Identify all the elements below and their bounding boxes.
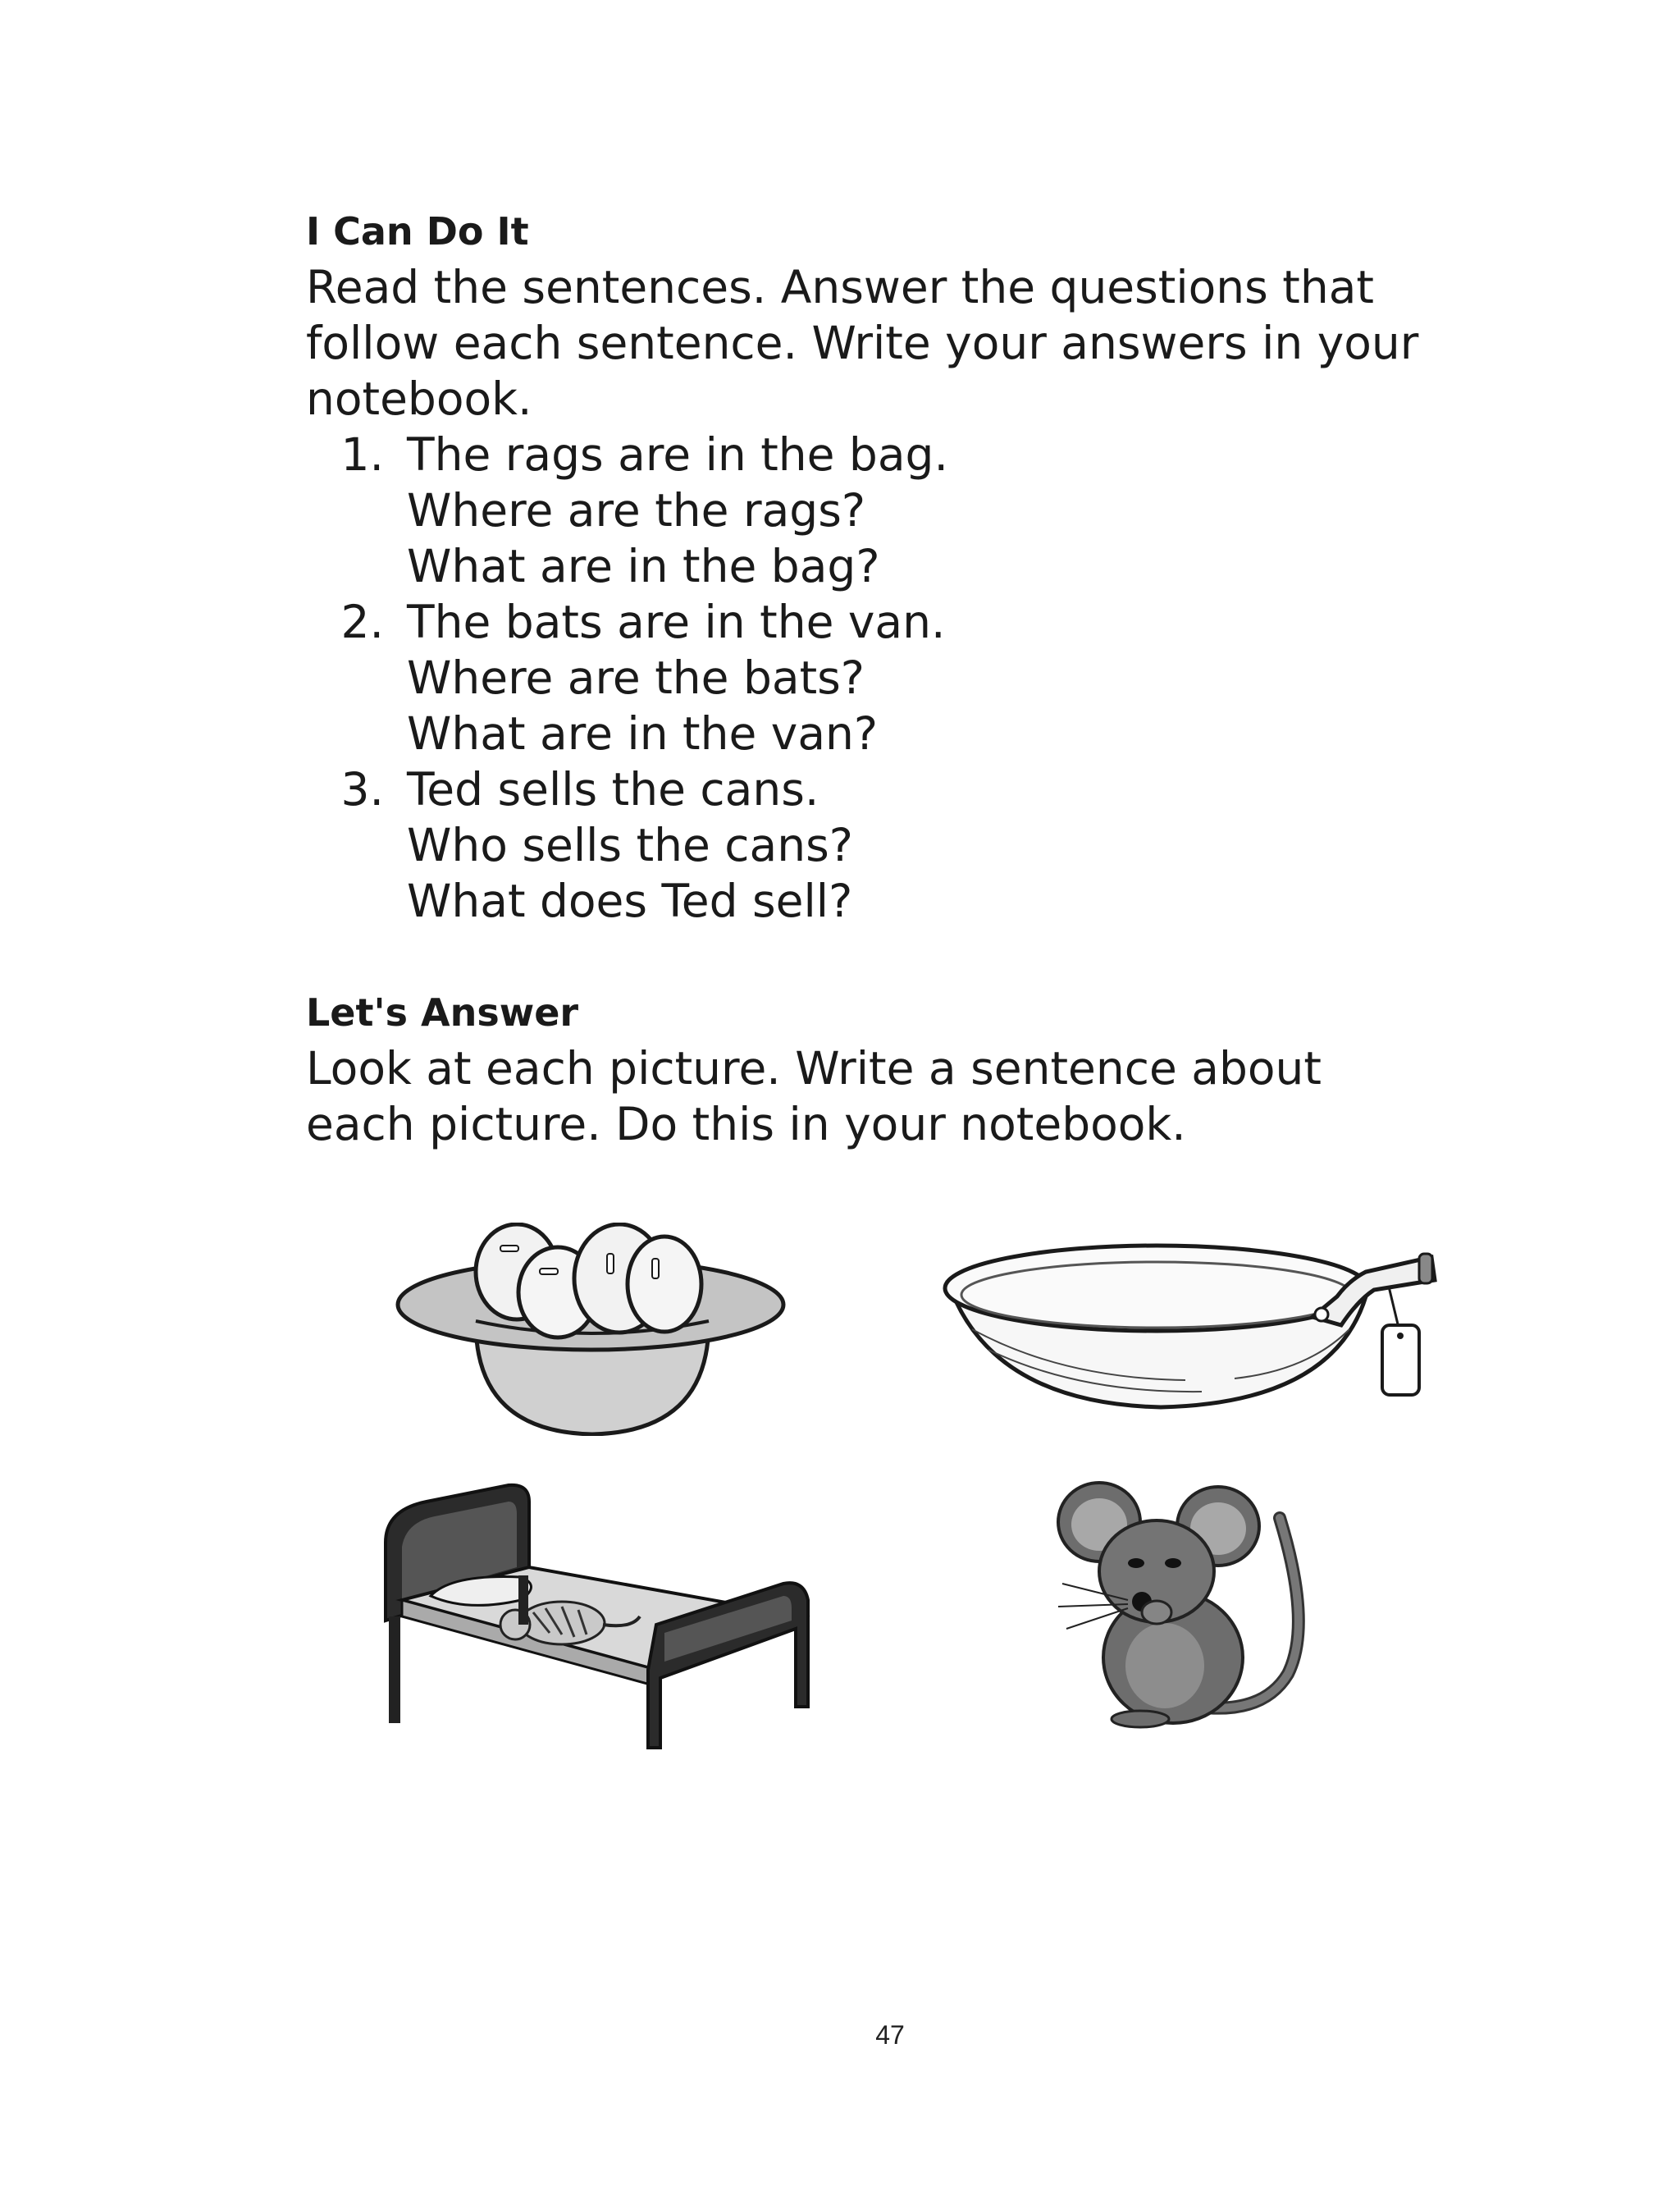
section-title-i-can-do-it: I Can Do It — [306, 209, 529, 254]
section-spacer — [306, 929, 1454, 985]
item-question: What does Ted sell? — [407, 875, 853, 927]
item-number: 2. — [340, 596, 384, 648]
item-lines — [407, 427, 948, 594]
item-question: What are in the van? — [407, 707, 879, 760]
list-item — [306, 761, 1454, 929]
item-lines — [407, 594, 945, 761]
item-sentence: The rags are in the bag. — [407, 428, 948, 481]
section1-instructions — [306, 259, 1454, 427]
instruction-line: Read the sentences. Answer the questions that — [306, 261, 1374, 313]
question-list — [306, 427, 1454, 929]
page-content — [306, 203, 1454, 1152]
instruction-line: Look at each picture. Write a sentence about — [306, 1042, 1322, 1095]
list-item — [306, 427, 1454, 594]
item-sentence: The bats are in the van. — [407, 596, 946, 648]
bed-with-cat-icon — [377, 1477, 824, 1756]
list-item — [306, 594, 1454, 761]
section2-instructions — [306, 1040, 1454, 1152]
item-question: Who sells the cans? — [407, 819, 853, 871]
page-number: 47 — [875, 2020, 905, 2050]
item-question: Where are the bats? — [407, 652, 865, 704]
rat-icon — [1050, 1477, 1329, 1731]
pan-with-tag-icon — [939, 1239, 1448, 1420]
item-lines — [407, 761, 853, 929]
item-number: 3. — [340, 763, 384, 816]
instruction-line: follow each sentence. Write your answers in your — [306, 317, 1419, 369]
item-number: 1. — [340, 428, 384, 481]
item-sentence: Ted sells the cans. — [407, 763, 819, 816]
instruction-line: each picture. Do this in your notebook. — [306, 1098, 1186, 1150]
instruction-line: notebook. — [306, 373, 532, 425]
item-question: What are in the bag? — [407, 540, 880, 592]
hat-with-eggs-icon — [386, 1223, 796, 1436]
item-question: Where are the rags? — [407, 484, 866, 537]
section-title-lets-answer: Let's Answer — [306, 990, 579, 1035]
